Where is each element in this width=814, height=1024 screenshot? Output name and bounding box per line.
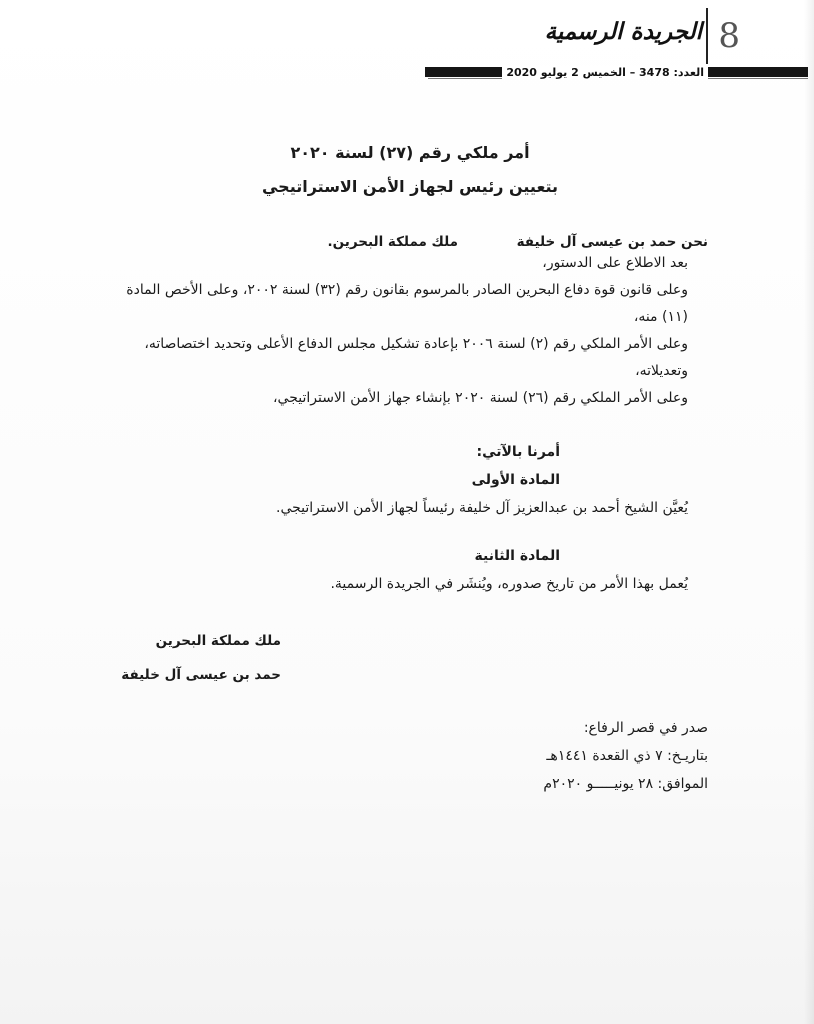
page-header [0, 0, 814, 90]
issued-place: صدر في قصر الرفاع: [583, 720, 708, 736]
decree-body [112, 138, 708, 798]
gazette-logo: الجريدة الرسمية [544, 18, 702, 45]
issued-date-gregorian: الموافق: ٢٨ يونيـــــو ٢٠٢٠م [543, 776, 708, 792]
issuer-name: نحن حمد بن عيسى آل خليفة [516, 234, 708, 250]
issuer-line [112, 234, 708, 250]
signature-name: حمد بن عيسى آل خليفة [121, 667, 281, 683]
preamble-order-26: وعلى الأمر الملكي رقم (٢٦) لسنة ٢٠٢٠ بإنشاء جهاز الأمن الاستراتيجي، [273, 390, 688, 406]
preamble-order-2006: وعلى الأمر الملكي رقم (٢) لسنة ٢٠٠٦ بإعادة تشكيل مجلس الدفاع الأعلى وتحديد اختصاصاته، وتعديلاته، [144, 336, 688, 379]
issue-info: العدد: 3478 – الخميس 2 يوليو 2020 [502, 66, 708, 79]
issuance-block [112, 714, 708, 798]
preamble-defense-law: وعلى قانون قوة دفاع البحرين الصادر بالمرسوم بقانون رقم (٣٢) لسنة ٢٠٠٢، وعلى الأخص المادة (١١) منه، [126, 282, 688, 325]
ordered-heading: أمرنا بالآتي: [476, 444, 560, 460]
page-number: 8 [718, 16, 740, 56]
preamble-constitution: بعد الاطلاع على الدستور، [542, 255, 688, 271]
decree-subtitle: بتعيين رئيس لجهاز الأمن الاستراتيجي [261, 177, 559, 196]
article-2-heading: المادة الثانية [474, 548, 560, 564]
article-1-text: يُعيَّن الشيخ أحمد بن عبدالعزيز آل خليفة رئيساً لجهاز الأمن الاستراتيجي. [276, 500, 688, 516]
decree-title: أمر ملكي رقم (٢٧) لسنة ٢٠٢٠ [290, 143, 530, 162]
issued-date-hijri: بتاريـخ: ٧ ذي القعدة ١٤٤١هـ [546, 748, 708, 764]
article-2-text: يُعمل بهذا الأمر من تاريخ صدوره، ويُنشَر في الجريدة الرسمية. [330, 576, 688, 592]
signature-title: ملك مملكة البحرين [155, 633, 281, 649]
issuer-title: ملك مملكة البحرين. [327, 234, 458, 250]
article-1-heading: المادة الأولى [471, 472, 560, 488]
signature-block [112, 624, 708, 692]
header-divider [706, 8, 708, 64]
